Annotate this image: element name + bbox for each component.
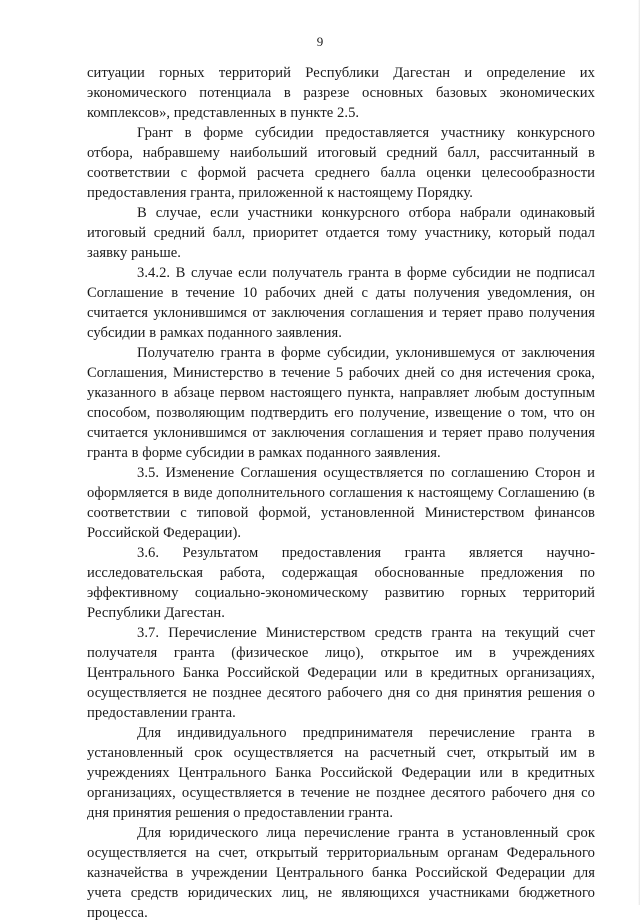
paragraph-3-4-2: 3.4.2. В случае если получатель гранта в форме субсидии не подписал Соглашение в течение 10 рабочих дней с даты получения уведомления, он считается уклонившимся от заключения соглашения и теряет право получения субсидии в рамках поданного заявления. bbox=[87, 265, 595, 341]
paragraph-continuation: ситуации горных территорий Республики Дагестан и определение их экономического потенциала в разрезе основных базовых экономических комплексов», представленных в пункте 2.5. bbox=[87, 65, 595, 121]
paragraph-individual-entrepreneur: Для индивидуального предпринимателя перечисление гранта в установленный срок осуществляется на расчетный счет, открытый им в учреждениях Центрального Банка Российской Федерации или в кредитных организациях, осуществляется в течение не позднее десятого рабочего дня со дня принятия решения о предоставлении гранта. bbox=[87, 725, 595, 821]
page-number: 9 bbox=[316, 34, 324, 49]
paragraph-grant-award: Грант в форме субсидии предоставляется участнику конкурсного отбора, набравшему наибольший итоговый средний балл, рассчитанный в соответствии с формой расчета среднего балла оценки целесообразности предоставления гранта, приложенной к настоящему Порядку. bbox=[87, 125, 595, 201]
paragraph-3-5: 3.5. Изменение Соглашения осуществляется по соглашению Сторон и оформляется в виде дополнительного соглашения к настоящему Соглашению (в соответствии с типовой формой, установленной Министерством финансов Российской Федерации). bbox=[87, 465, 595, 541]
paragraph-3-7: 3.7. Перечисление Министерством средств гранта на текущий счет получателя гранта (физическое лицо), открытое им в учреждениях Центрального Банка Российской Федерации или в кредитных организациях, осуществляется не позднее десятого рабочего дня со дня принятия решения о предоставлении гранта. bbox=[87, 625, 595, 721]
paragraph-tie-priority: В случае, если участники конкурсного отбора набрали одинаковый итоговый средний балл, приоритет отдается тому участнику, который подал заявку раньше. bbox=[87, 205, 595, 261]
paragraph-evasion-notice: Получателю гранта в форме субсидии, уклонившемуся от заключения Соглашения, Министерство в течение 5 рабочих дней со дня истечения срока, указанного в абзаце первом настоящего пункта, направляет любым доступным способом, позволяющим подтвердить его получение, извещение о том, что он считается уклонившимся от заключения соглашения и теряет право получения гранта в форме субсидии в рамках поданного заявления. bbox=[87, 345, 595, 461]
paragraph-3-6: 3.6. Результатом предоставления гранта является научно-исследовательская работа, содержащая обоснованные предложения по эффективному социально-экономическому развитию горных территорий Республики Дагестан. bbox=[87, 545, 595, 621]
paragraph-legal-entity: Для юридического лица перечисление гранта в установленный срок осуществляется на счет, открытый территориальным органам Федерального казначейства в учреждении Центрального банка Российской Федерации для учета средств юридических лиц, не являющихся участниками бюджетного процесса. bbox=[87, 825, 595, 921]
document-body bbox=[87, 63, 595, 923]
